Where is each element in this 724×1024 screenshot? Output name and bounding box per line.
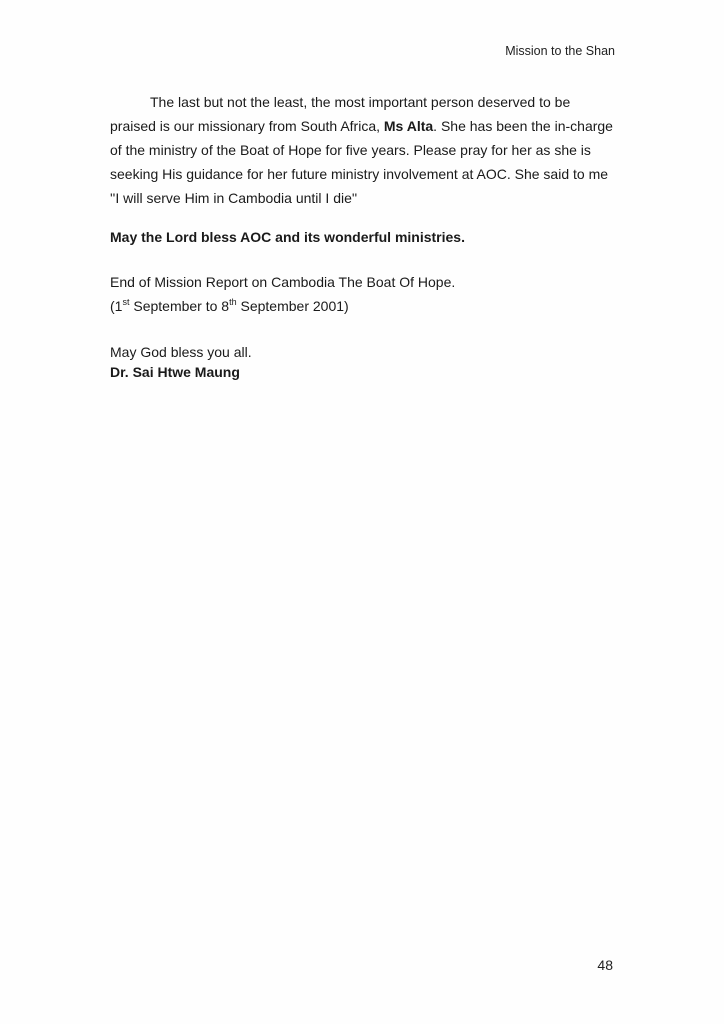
paragraph-missionary <box>110 90 620 210</box>
missionary-name-bold: Ms Alta <box>383 118 434 134</box>
document-body <box>110 90 620 382</box>
date-open: (1 <box>110 298 123 314</box>
blessing-line: May the Lord bless AOC and its wonderful ministries. <box>110 229 465 245</box>
date-close: September 2001) <box>236 298 349 314</box>
date-middle: September to 8 <box>129 298 230 314</box>
date-line <box>110 294 620 318</box>
page-number: 48 <box>597 957 613 973</box>
closing-line: May God bless you all. <box>110 344 252 360</box>
signature-line: Dr. Sai Htwe Maung <box>110 364 240 380</box>
ordinal-th: th <box>229 297 237 307</box>
running-header: Mission to the Shan <box>505 44 615 58</box>
paragraph-rest-text: . She has been the in-charge of the ministry of the Boat of Hope for five years. Please pray for her as she is seeking His guidance for her future ministry involvement at AOC. She said to me ''I will serve Him in Cambodia until I die'' <box>110 118 613 206</box>
ordinal-st: st <box>122 297 130 307</box>
paragraph-lead-text: The last but not the least, the most important person deserved to be praised is our missionary from South Africa, <box>110 94 571 134</box>
report-end-line: End of Mission Report on Cambodia The Boat Of Hope. <box>110 274 456 290</box>
